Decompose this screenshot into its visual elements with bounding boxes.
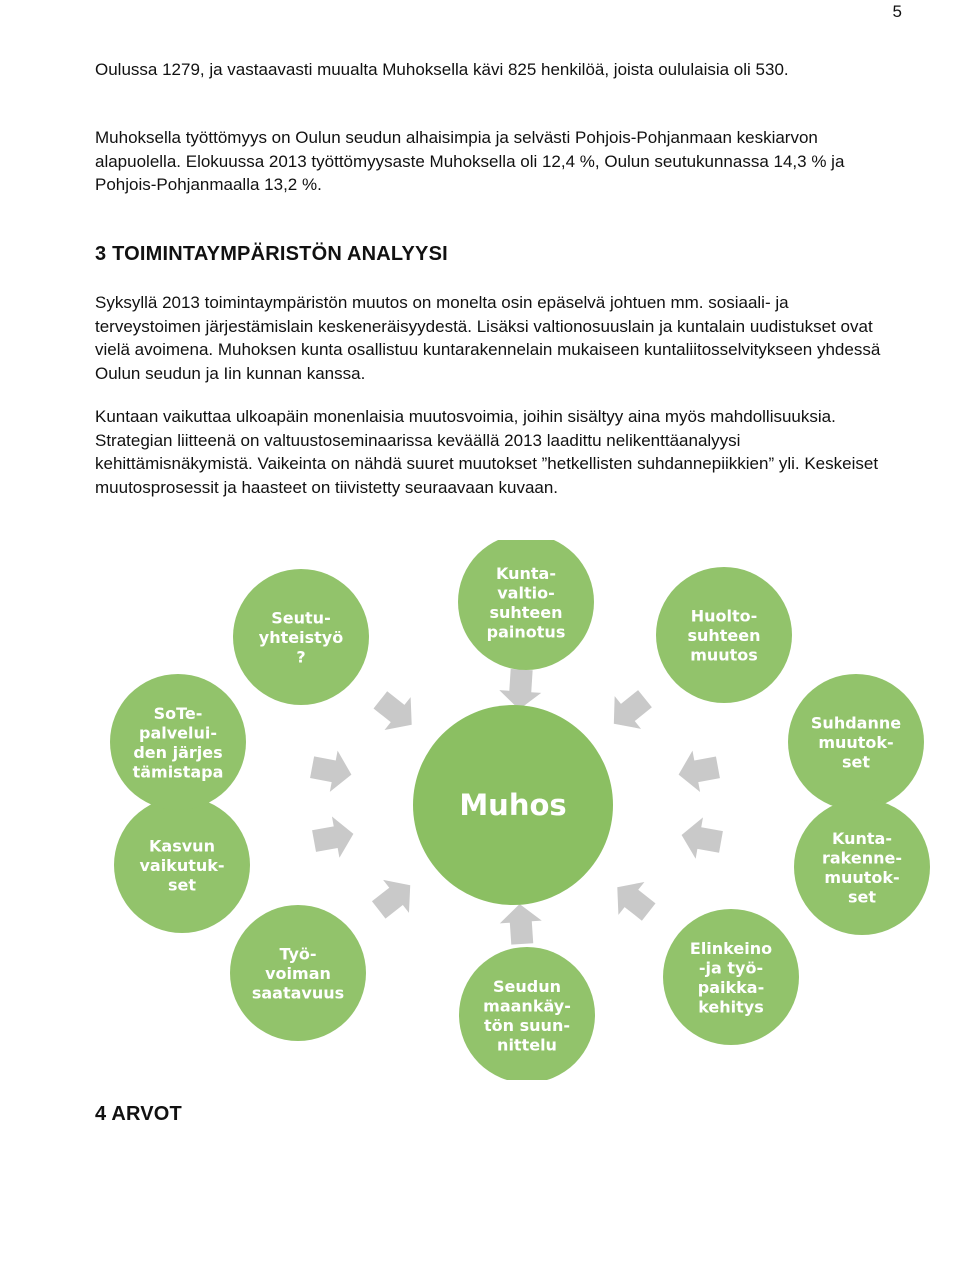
paragraph-change-forces: Kuntaan vaikuttaa ulkoapäin monenlaisia muutosvoimia, joihin sisältyy aina myös mahdollisuuksia. Strategian liitteenä on valtuustoseminaarissa keväällä 2013 laadittu nelikenttäanalyysi kehittämisnäkymistä. Vaikeinta on nähdä suuret muutokset ”hetkellisten suhdannepiikkien” yli. Keskeiset muutosprosessit ja haasteet on tiivistetty seuraavaan kuvaan. [95, 407, 879, 497]
arrow-7 [366, 869, 423, 927]
outer-node-10 [233, 569, 369, 705]
outer-node-label-line: tön suun- [484, 1015, 570, 1035]
outer-node-4 [794, 799, 930, 935]
outer-node-1 [458, 540, 594, 670]
outer-node-6 [459, 947, 595, 1080]
outer-node-label-line: suhteen [489, 602, 563, 622]
outer-node-label-line: suhteen [687, 626, 761, 645]
outer-node-label-line: muutok- [824, 867, 900, 887]
outer-node-label-line: saatavuus [251, 983, 345, 1003]
section-heading-values: 4 ARVOT [95, 1103, 182, 1125]
outer-node-label-line: maankäy- [483, 996, 571, 1016]
outer-node-8 [114, 797, 250, 933]
arrow-6 [499, 903, 544, 946]
outer-node-label-line: Kunta- [496, 563, 556, 583]
outer-node-label-line: vaikutuk- [139, 856, 225, 875]
outer-node-label-line: muutok- [818, 733, 894, 752]
outer-node-label-line: set [841, 752, 871, 772]
center-node [413, 705, 613, 905]
outer-node-label-line: rakenne- [821, 848, 903, 868]
outer-node-label-line: Huolto- [690, 606, 758, 626]
change-forces-diagram [0, 540, 960, 1080]
outer-node-3 [788, 674, 924, 810]
outer-node-label-line: Työ- [279, 944, 317, 964]
outer-node-label-line: nittelu [497, 1035, 557, 1055]
outer-node-9 [110, 674, 246, 810]
arrow-1 [498, 668, 542, 711]
outer-node-label-line: Kasvun [149, 836, 215, 856]
outer-node-label-line: set [847, 887, 877, 907]
outer-node-label-line: paikka- [697, 977, 765, 997]
outer-node-label-line: Seudun [493, 976, 561, 996]
outer-node-2 [656, 567, 792, 703]
paragraph-environment-change: Syksyllä 2013 toimintaympäristön muutos on monelta osin epäselvä johtuen mm. sosiaali- ja terveystoimen järjestämislain keskeneräisyydestä. Lisäksi valtionosuuslain ja kuntalain uudistukset ovat vielä avoimena. Muhoksen kunta osallistuu kuntarakennelain mukaiseen kuntaliitosselvitykseen yhdessä Oulun seudun ja Iin kunnan kanssa. [95, 293, 881, 383]
arrow-2 [601, 682, 658, 740]
outer-node-label-line: tämistapa [132, 762, 224, 782]
outer-node-label-line: SoTe- [153, 703, 203, 723]
arrow-8 [310, 813, 357, 861]
arrow-4 [678, 814, 725, 862]
outer-node-7 [230, 905, 366, 1041]
outer-node-label-line: palvelui- [138, 723, 218, 743]
outer-node-label-line: valtio- [497, 583, 555, 603]
outer-node-label-line: Seutu- [271, 608, 331, 628]
page-number: 5 [892, 2, 902, 21]
outer-node-label-line: den järjes [133, 742, 223, 762]
outer-node-5 [663, 909, 799, 1045]
outer-node-label-line: voiman [265, 964, 331, 983]
arrow-10 [367, 683, 424, 741]
outer-node-label-line: Suhdanne [810, 713, 902, 733]
outer-node-label-line: Kunta- [832, 828, 892, 848]
arrow-5 [604, 871, 661, 929]
paragraph-commuting: Oulussa 1279, ja vastaavasti muualta Muhoksella kävi 825 henkilöä, joista oululaisia oli 530. [95, 60, 789, 79]
paragraph-unemployment: Muhoksella työttömyys on Oulun seudun alhaisimpia ja selvästi Pohjois-Pohjanmaan keskiarvon alapuolella. Elokuussa 2013 työttömyysaste Muhoksella oli 12,4 %, Oulun seutukunnassa 14,3 % ja Pohjois-Pohjanmaalla 13,2 %. [95, 128, 845, 194]
outer-node-label-line: yhteistyö [258, 628, 344, 647]
outer-node-label-line: muutos [690, 645, 758, 665]
arrow-9 [308, 747, 355, 796]
outer-node-label-line: painotus [486, 622, 566, 642]
center-label: Muhos [459, 788, 567, 822]
outer-node-label-line: ? [296, 647, 306, 667]
outer-node-label-line: set [167, 875, 197, 895]
outer-node-label-line: -ja työ- [698, 958, 764, 978]
outer-node-label-line: Elinkeino [689, 938, 773, 958]
section-heading-analysis: 3 TOIMINTAYMPÄRISTÖN ANALYYSI [95, 243, 448, 265]
arrow-3 [675, 747, 722, 796]
outer-node-label-line: kehitys [698, 997, 764, 1017]
